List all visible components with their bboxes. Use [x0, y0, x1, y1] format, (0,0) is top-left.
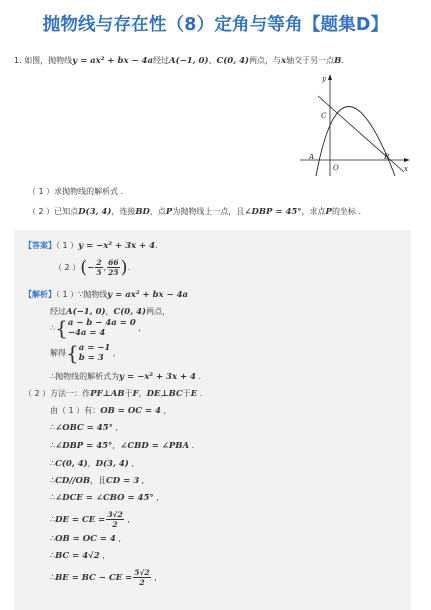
analysis-line-7: 由（ 1 ）有：OB = OC = 4 ,: [50, 406, 167, 416]
graph-label-c: C: [321, 112, 327, 120]
answer-tag: 【答案】: [24, 241, 56, 250]
analysis-line-14: ∴OB = OC = 4 ,: [50, 534, 121, 544]
analysis-line-13: ∴DE = CE = $\frac{3√2}{2}$ ,: [50, 510, 130, 529]
problem-number: 1.: [14, 56, 22, 65]
analysis-line-6: （ 2 ）方法一：作PF⊥AB于F，DE⊥BC于E .: [24, 389, 203, 399]
graph-label-y: y: [322, 75, 326, 83]
analysis-line-11: ∴CD//OB，且CD = 3 ,: [50, 476, 145, 486]
analysis-tag: 【解析】: [24, 290, 56, 299]
graph-label-a: A: [309, 153, 315, 161]
analysis-system-2: 解得{ a = −1 b = 3 ,: [50, 341, 116, 365]
analysis-line-5: ∴抛物线的解析式为y = −x² + 3x + 4 .: [50, 372, 202, 382]
answer-line-1: 【答案】（ 1 ）y = −x² + 3x + 4.: [24, 241, 158, 251]
graph-label-x: x: [404, 165, 408, 173]
parabola-figure: [300, 72, 415, 180]
solution-panel: [14, 230, 411, 610]
analysis-line-8: ∴∠OBC = 45° ,: [50, 423, 118, 433]
analysis-line-9: ∴∠DBP = 45°，∠CBD = ∠PBA .: [50, 441, 195, 451]
problem-statement: 1. 如图，抛物线y = ax² + bx − 4a经过A(−1, 0)、C(0, 4)两点，与x轴交于另一点B.: [14, 56, 344, 66]
analysis-line-16: ∴BE = BC − CE = $\frac{5√2}{2}$ ,: [50, 568, 157, 587]
analysis-line-15: ∴BC = 4√2 ,: [50, 551, 105, 561]
page-title: 抛物线与存在性（8）定角与等角【题集D】: [42, 15, 389, 35]
graph-label-o: O: [333, 164, 339, 172]
analysis-line-1: 【解析】（ 1 ）∵抛物线y = ax² + bx − 4a: [24, 290, 189, 300]
analysis-line-10: ∴C(0, 4)，D(3, 4) ,: [50, 459, 134, 469]
question-part-1: （ 1 ）求抛物线的解析式 .: [28, 187, 124, 196]
graph-label-b: B: [384, 153, 390, 161]
answer-line-2: （ 2 ）(− $\frac{2}{5}$ , $\frac{66}{25}$ ).: [54, 257, 131, 278]
question-part-2: （ 2 ）已知点D(3, 4)，连接BD，点P为抛物线上一点，且∠DBP = 45°，求点P的坐标 .: [28, 207, 362, 217]
analysis-line-2: 经过A(−1, 0)，C(0, 4)两点，: [50, 307, 171, 317]
analysis-line-12: ∴∠DCE = ∠CBO = 45° ,: [50, 493, 159, 503]
analysis-system-1: ∴{ a − b − 4a = 0 −4a = 4 ,: [50, 316, 141, 340]
